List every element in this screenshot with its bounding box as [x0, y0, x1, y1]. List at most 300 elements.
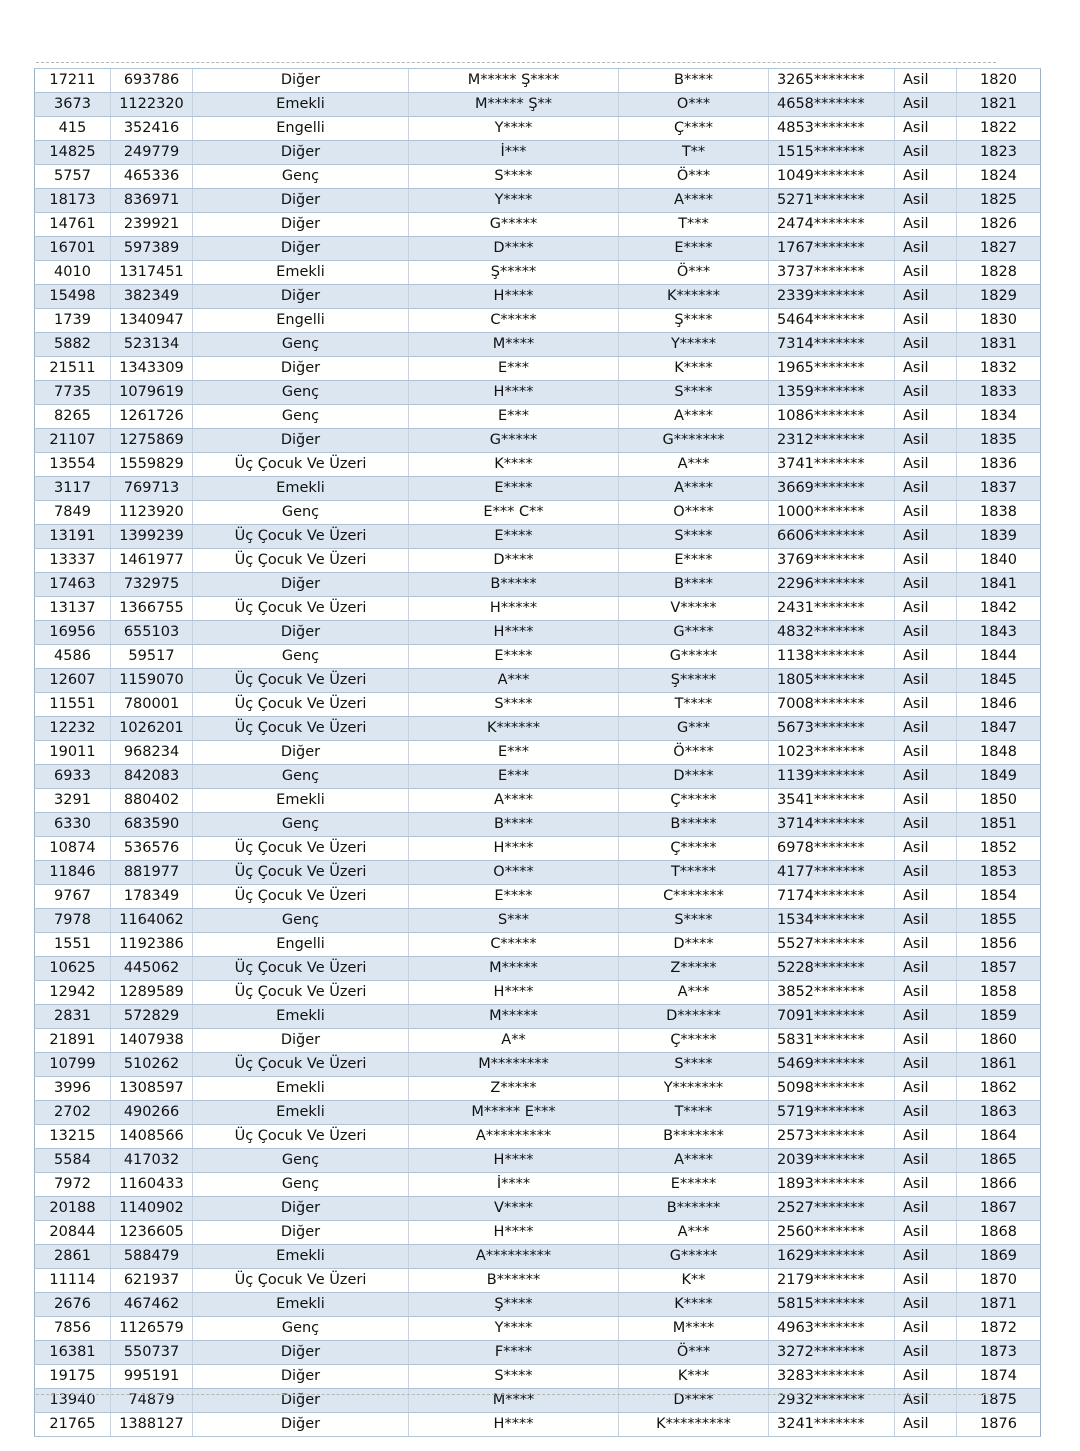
first-name-cell: H**** [409, 381, 619, 405]
id-number-cell: 3283******* [769, 1365, 895, 1389]
last-name-cell: Y******* [619, 1077, 769, 1101]
first-name-cell: S*** [409, 909, 619, 933]
reference-no-cell: 1140902 [111, 1197, 193, 1221]
status-cell: Asil [895, 717, 957, 741]
table-row [35, 405, 1041, 429]
category-cell: Emekli [193, 93, 409, 117]
results-table-body [35, 69, 1041, 1437]
category-cell: Üç Çocuk Ve Üzeri [193, 525, 409, 549]
reference-no-cell: 1407938 [111, 1029, 193, 1053]
last-name-cell: Ç**** [619, 117, 769, 141]
reference-no-cell: 572829 [111, 1005, 193, 1029]
status-cell: Asil [895, 1173, 957, 1197]
reference-no-cell: 588479 [111, 1245, 193, 1269]
id-number-cell: 1515******* [769, 141, 895, 165]
status-cell: Asil [895, 1269, 957, 1293]
category-cell: Diğer [193, 1365, 409, 1389]
category-cell: Emekli [193, 1005, 409, 1029]
last-name-cell: A*** [619, 453, 769, 477]
table-row [35, 789, 1041, 813]
last-name-cell: K**** [619, 357, 769, 381]
last-name-cell: A**** [619, 1149, 769, 1173]
id-number-cell: 1139******* [769, 765, 895, 789]
reference-no-cell: 1343309 [111, 357, 193, 381]
last-name-cell: B**** [619, 573, 769, 597]
category-cell: Emekli [193, 789, 409, 813]
applicant-no-cell: 1739 [35, 309, 111, 333]
reference-no-cell: 1275869 [111, 429, 193, 453]
first-name-cell: E*** [409, 357, 619, 381]
rank-cell: 1848 [957, 741, 1041, 765]
id-number-cell: 3265******* [769, 69, 895, 93]
table-row [35, 1341, 1041, 1365]
status-cell: Asil [895, 117, 957, 141]
id-number-cell: 1893******* [769, 1173, 895, 1197]
reference-no-cell: 968234 [111, 741, 193, 765]
rank-cell: 1832 [957, 357, 1041, 381]
status-cell: Asil [895, 693, 957, 717]
category-cell: Engelli [193, 309, 409, 333]
status-cell: Asil [895, 669, 957, 693]
status-cell: Asil [895, 885, 957, 909]
rank-cell: 1841 [957, 573, 1041, 597]
reference-no-cell: 655103 [111, 621, 193, 645]
last-name-cell: T**** [619, 1101, 769, 1125]
applicant-no-cell: 17463 [35, 573, 111, 597]
status-cell: Asil [895, 69, 957, 93]
last-name-cell: D****** [619, 1005, 769, 1029]
category-cell: Diğer [193, 573, 409, 597]
last-name-cell: Ö**** [619, 741, 769, 765]
last-name-cell: Ö*** [619, 1341, 769, 1365]
top-dashed-guide [36, 62, 996, 63]
table-row [35, 381, 1041, 405]
id-number-cell: 6978******* [769, 837, 895, 861]
last-name-cell: S**** [619, 381, 769, 405]
id-number-cell: 3769******* [769, 549, 895, 573]
applicant-no-cell: 6933 [35, 765, 111, 789]
reference-no-cell: 780001 [111, 693, 193, 717]
status-cell: Asil [895, 501, 957, 525]
status-cell: Asil [895, 1029, 957, 1053]
id-number-cell: 4963******* [769, 1317, 895, 1341]
applicant-no-cell: 4586 [35, 645, 111, 669]
last-name-cell: S**** [619, 1053, 769, 1077]
status-cell: Asil [895, 1053, 957, 1077]
category-cell: Üç Çocuk Ve Üzeri [193, 981, 409, 1005]
last-name-cell: A**** [619, 189, 769, 213]
category-cell: Genç [193, 1317, 409, 1341]
category-cell: Diğer [193, 69, 409, 93]
first-name-cell: H**** [409, 837, 619, 861]
applicant-no-cell: 13137 [35, 597, 111, 621]
first-name-cell: S**** [409, 693, 619, 717]
category-cell: Emekli [193, 1293, 409, 1317]
id-number-cell: 2312******* [769, 429, 895, 453]
category-cell: Emekli [193, 1245, 409, 1269]
status-cell: Asil [895, 405, 957, 429]
first-name-cell: M***** E*** [409, 1101, 619, 1125]
first-name-cell: D**** [409, 549, 619, 573]
id-number-cell: 4832******* [769, 621, 895, 645]
category-cell: Üç Çocuk Ve Üzeri [193, 861, 409, 885]
category-cell: Genç [193, 165, 409, 189]
rank-cell: 1846 [957, 693, 1041, 717]
rank-cell: 1845 [957, 669, 1041, 693]
first-name-cell: M***** [409, 1005, 619, 1029]
reference-no-cell: 1461977 [111, 549, 193, 573]
rank-cell: 1862 [957, 1077, 1041, 1101]
category-cell: Üç Çocuk Ve Üzeri [193, 597, 409, 621]
table-row [35, 165, 1041, 189]
table-row [35, 453, 1041, 477]
reference-no-cell: 1340947 [111, 309, 193, 333]
id-number-cell: 7008******* [769, 693, 895, 717]
last-name-cell: K*** [619, 1365, 769, 1389]
rank-cell: 1844 [957, 645, 1041, 669]
reference-no-cell: 523134 [111, 333, 193, 357]
applicant-no-cell: 14761 [35, 213, 111, 237]
reference-no-cell: 1408566 [111, 1125, 193, 1149]
category-cell: Diğer [193, 189, 409, 213]
last-name-cell: A**** [619, 477, 769, 501]
rank-cell: 1864 [957, 1125, 1041, 1149]
reference-no-cell: 510262 [111, 1053, 193, 1077]
category-cell: Genç [193, 1173, 409, 1197]
first-name-cell: E*** C** [409, 501, 619, 525]
reference-no-cell: 178349 [111, 885, 193, 909]
id-number-cell: 1534******* [769, 909, 895, 933]
id-number-cell: 1767******* [769, 237, 895, 261]
status-cell: Asil [895, 1413, 957, 1437]
category-cell: Genç [193, 1149, 409, 1173]
rank-cell: 1872 [957, 1317, 1041, 1341]
applicant-no-cell: 5882 [35, 333, 111, 357]
table-row [35, 309, 1041, 333]
rank-cell: 1853 [957, 861, 1041, 885]
category-cell: Diğer [193, 1029, 409, 1053]
first-name-cell: A********* [409, 1125, 619, 1149]
table-row [35, 1053, 1041, 1077]
applicant-no-cell: 15498 [35, 285, 111, 309]
applicant-no-cell: 2861 [35, 1245, 111, 1269]
status-cell: Asil [895, 1389, 957, 1413]
first-name-cell: Y**** [409, 189, 619, 213]
last-name-cell: G***** [619, 645, 769, 669]
first-name-cell: A** [409, 1029, 619, 1053]
id-number-cell: 2560******* [769, 1221, 895, 1245]
rank-cell: 1857 [957, 957, 1041, 981]
id-number-cell: 2431******* [769, 597, 895, 621]
rank-cell: 1833 [957, 381, 1041, 405]
rank-cell: 1873 [957, 1341, 1041, 1365]
status-cell: Asil [895, 909, 957, 933]
reference-no-cell: 1126579 [111, 1317, 193, 1341]
category-cell: Üç Çocuk Ve Üzeri [193, 669, 409, 693]
first-name-cell: H**** [409, 1413, 619, 1437]
last-name-cell: B**** [619, 69, 769, 93]
first-name-cell: H**** [409, 1221, 619, 1245]
table-row [35, 525, 1041, 549]
reference-no-cell: 1164062 [111, 909, 193, 933]
category-cell: Üç Çocuk Ve Üzeri [193, 1125, 409, 1149]
id-number-cell: 3737******* [769, 261, 895, 285]
reference-no-cell: 417032 [111, 1149, 193, 1173]
reference-no-cell: 239921 [111, 213, 193, 237]
table-row [35, 93, 1041, 117]
first-name-cell: M***** Ş**** [409, 69, 619, 93]
status-cell: Asil [895, 837, 957, 861]
id-number-cell: 2474******* [769, 213, 895, 237]
applicant-no-cell: 10799 [35, 1053, 111, 1077]
rank-cell: 1830 [957, 309, 1041, 333]
first-name-cell: S**** [409, 1365, 619, 1389]
reference-no-cell: 693786 [111, 69, 193, 93]
first-name-cell: E*** [409, 741, 619, 765]
reference-no-cell: 59517 [111, 645, 193, 669]
first-name-cell: D**** [409, 237, 619, 261]
id-number-cell: 5831******* [769, 1029, 895, 1053]
reference-no-cell: 995191 [111, 1365, 193, 1389]
last-name-cell: Y***** [619, 333, 769, 357]
first-name-cell: B**** [409, 813, 619, 837]
table-row [35, 501, 1041, 525]
id-number-cell: 5673******* [769, 717, 895, 741]
status-cell: Asil [895, 429, 957, 453]
applicant-no-cell: 13215 [35, 1125, 111, 1149]
id-number-cell: 3741******* [769, 453, 895, 477]
reference-no-cell: 881977 [111, 861, 193, 885]
rank-cell: 1863 [957, 1101, 1041, 1125]
category-cell: Diğer [193, 1197, 409, 1221]
reference-no-cell: 1317451 [111, 261, 193, 285]
applicant-no-cell: 20188 [35, 1197, 111, 1221]
applicant-no-cell: 16381 [35, 1341, 111, 1365]
id-number-cell: 1138******* [769, 645, 895, 669]
last-name-cell: Ç***** [619, 789, 769, 813]
table-row [35, 669, 1041, 693]
rank-cell: 1820 [957, 69, 1041, 93]
table-row [35, 1149, 1041, 1173]
table-row [35, 693, 1041, 717]
applicant-no-cell: 1551 [35, 933, 111, 957]
status-cell: Asil [895, 141, 957, 165]
rank-cell: 1849 [957, 765, 1041, 789]
reference-no-cell: 467462 [111, 1293, 193, 1317]
first-name-cell: E*** [409, 765, 619, 789]
rank-cell: 1868 [957, 1221, 1041, 1245]
id-number-cell: 5271******* [769, 189, 895, 213]
table-row [35, 69, 1041, 93]
last-name-cell: A*** [619, 1221, 769, 1245]
id-number-cell: 1629******* [769, 1245, 895, 1269]
rank-cell: 1828 [957, 261, 1041, 285]
category-cell: Diğer [193, 213, 409, 237]
reference-no-cell: 1399239 [111, 525, 193, 549]
status-cell: Asil [895, 309, 957, 333]
table-row [35, 1221, 1041, 1245]
first-name-cell: G***** [409, 429, 619, 453]
table-row [35, 1101, 1041, 1125]
status-cell: Asil [895, 381, 957, 405]
category-cell: Emekli [193, 261, 409, 285]
id-number-cell: 2573******* [769, 1125, 895, 1149]
id-number-cell: 2039******* [769, 1149, 895, 1173]
reference-no-cell: 732975 [111, 573, 193, 597]
rank-cell: 1867 [957, 1197, 1041, 1221]
last-name-cell: Z***** [619, 957, 769, 981]
first-name-cell: Z***** [409, 1077, 619, 1101]
table-row [35, 1317, 1041, 1341]
category-cell: Genç [193, 909, 409, 933]
last-name-cell: T** [619, 141, 769, 165]
id-number-cell: 2339******* [769, 285, 895, 309]
category-cell: Üç Çocuk Ve Üzeri [193, 957, 409, 981]
rank-cell: 1859 [957, 1005, 1041, 1029]
reference-no-cell: 1192386 [111, 933, 193, 957]
reference-no-cell: 352416 [111, 117, 193, 141]
last-name-cell: Ş***** [619, 669, 769, 693]
id-number-cell: 3241******* [769, 1413, 895, 1437]
rank-cell: 1826 [957, 213, 1041, 237]
table-row [35, 645, 1041, 669]
id-number-cell: 1086******* [769, 405, 895, 429]
status-cell: Asil [895, 333, 957, 357]
category-cell: Üç Çocuk Ve Üzeri [193, 717, 409, 741]
reference-no-cell: 382349 [111, 285, 193, 309]
rank-cell: 1871 [957, 1293, 1041, 1317]
category-cell: Üç Çocuk Ve Üzeri [193, 1053, 409, 1077]
id-number-cell: 2527******* [769, 1197, 895, 1221]
id-number-cell: 1359******* [769, 381, 895, 405]
first-name-cell: E*** [409, 405, 619, 429]
applicant-no-cell: 21107 [35, 429, 111, 453]
rank-cell: 1875 [957, 1389, 1041, 1413]
rank-cell: 1870 [957, 1269, 1041, 1293]
last-name-cell: Ö*** [619, 165, 769, 189]
id-number-cell: 3852******* [769, 981, 895, 1005]
applicant-no-cell: 2676 [35, 1293, 111, 1317]
applicant-no-cell: 7856 [35, 1317, 111, 1341]
status-cell: Asil [895, 213, 957, 237]
category-cell: Engelli [193, 933, 409, 957]
first-name-cell: H**** [409, 285, 619, 309]
category-cell: Genç [193, 405, 409, 429]
category-cell: Diğer [193, 1389, 409, 1413]
status-cell: Asil [895, 957, 957, 981]
table-row [35, 1173, 1041, 1197]
reference-no-cell: 1026201 [111, 717, 193, 741]
id-number-cell: 4177******* [769, 861, 895, 885]
id-number-cell: 4658******* [769, 93, 895, 117]
table-row [35, 909, 1041, 933]
table-row [35, 837, 1041, 861]
reference-no-cell: 1122320 [111, 93, 193, 117]
last-name-cell: M**** [619, 1317, 769, 1341]
status-cell: Asil [895, 453, 957, 477]
applicant-no-cell: 17211 [35, 69, 111, 93]
reference-no-cell: 1159070 [111, 669, 193, 693]
reference-no-cell: 769713 [111, 477, 193, 501]
applicant-no-cell: 2702 [35, 1101, 111, 1125]
id-number-cell: 7091******* [769, 1005, 895, 1029]
first-name-cell: H***** [409, 597, 619, 621]
applicant-no-cell: 7972 [35, 1173, 111, 1197]
status-cell: Asil [895, 765, 957, 789]
category-cell: Diğer [193, 741, 409, 765]
category-cell: Genç [193, 765, 409, 789]
table-row [35, 765, 1041, 789]
rank-cell: 1834 [957, 405, 1041, 429]
table-row [35, 573, 1041, 597]
id-number-cell: 3669******* [769, 477, 895, 501]
reference-no-cell: 1160433 [111, 1173, 193, 1197]
last-name-cell: T**** [619, 693, 769, 717]
category-cell: Engelli [193, 117, 409, 141]
id-number-cell: 4853******* [769, 117, 895, 141]
table-row [35, 981, 1041, 1005]
table-row [35, 237, 1041, 261]
first-name-cell: K**** [409, 453, 619, 477]
category-cell: Üç Çocuk Ve Üzeri [193, 885, 409, 909]
first-name-cell: İ**** [409, 1173, 619, 1197]
table-row [35, 1269, 1041, 1293]
last-name-cell: K****** [619, 285, 769, 309]
table-row [35, 549, 1041, 573]
applicant-no-cell: 21511 [35, 357, 111, 381]
first-name-cell: A*** [409, 669, 619, 693]
status-cell: Asil [895, 741, 957, 765]
last-name-cell: O*** [619, 93, 769, 117]
rank-cell: 1856 [957, 933, 1041, 957]
first-name-cell: S**** [409, 165, 619, 189]
reference-no-cell: 1289589 [111, 981, 193, 1005]
applicant-no-cell: 3996 [35, 1077, 111, 1101]
rank-cell: 1824 [957, 165, 1041, 189]
last-name-cell: G***** [619, 1245, 769, 1269]
id-number-cell: 1049******* [769, 165, 895, 189]
rank-cell: 1855 [957, 909, 1041, 933]
table-row [35, 1293, 1041, 1317]
category-cell: Diğer [193, 1221, 409, 1245]
status-cell: Asil [895, 1125, 957, 1149]
category-cell: Diğer [193, 141, 409, 165]
rank-cell: 1822 [957, 117, 1041, 141]
table-row [35, 813, 1041, 837]
status-cell: Asil [895, 357, 957, 381]
reference-no-cell: 445062 [111, 957, 193, 981]
applicant-no-cell: 13940 [35, 1389, 111, 1413]
first-name-cell: Ş***** [409, 261, 619, 285]
rank-cell: 1831 [957, 333, 1041, 357]
id-number-cell: 5464******* [769, 309, 895, 333]
last-name-cell: S**** [619, 909, 769, 933]
last-name-cell: Ö*** [619, 261, 769, 285]
status-cell: Asil [895, 1221, 957, 1245]
category-cell: Emekli [193, 477, 409, 501]
rank-cell: 1874 [957, 1365, 1041, 1389]
last-name-cell: T***** [619, 861, 769, 885]
applicant-no-cell: 19175 [35, 1365, 111, 1389]
applicant-no-cell: 10874 [35, 837, 111, 861]
status-cell: Asil [895, 477, 957, 501]
table-row [35, 1389, 1041, 1413]
rank-cell: 1876 [957, 1413, 1041, 1437]
id-number-cell: 5527******* [769, 933, 895, 957]
applicant-no-cell: 13191 [35, 525, 111, 549]
rank-cell: 1825 [957, 189, 1041, 213]
status-cell: Asil [895, 1293, 957, 1317]
